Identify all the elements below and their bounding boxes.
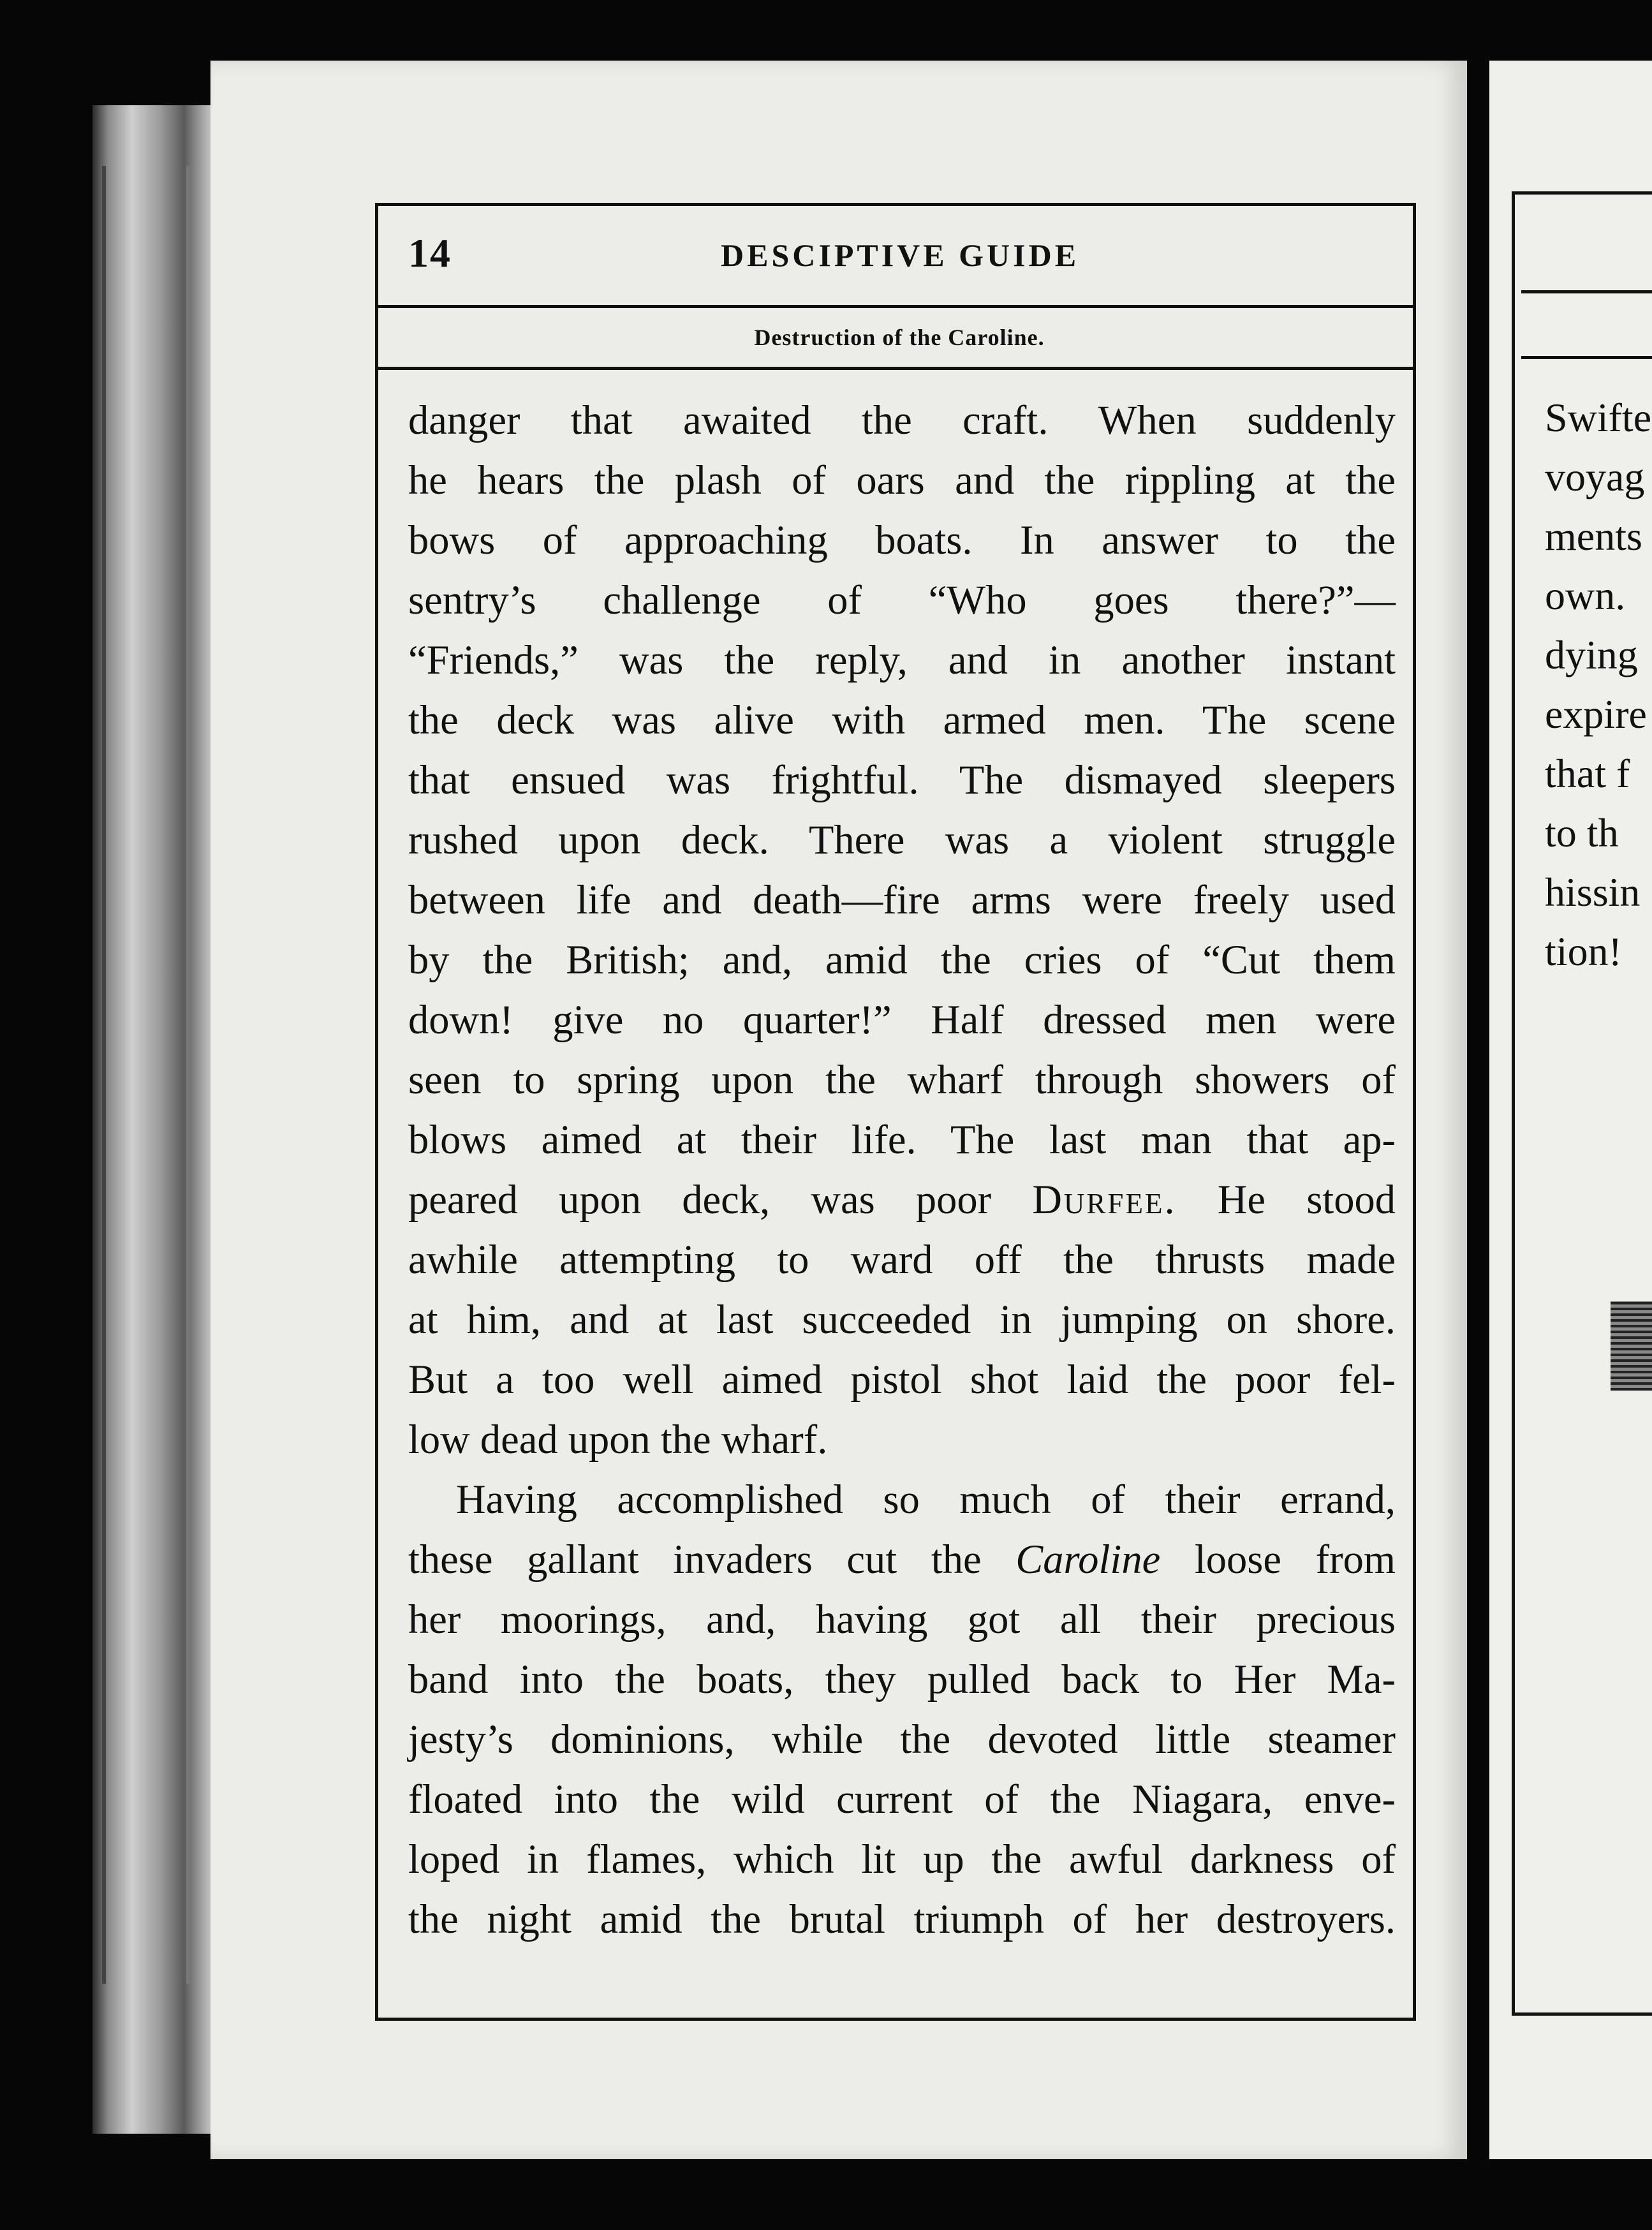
text-fragment: peared upon deck, was poor bbox=[408, 1177, 1033, 1222]
engraving-fragment bbox=[1611, 1301, 1652, 1391]
text-line: at him, and at last succeeded in jumping on shore. bbox=[408, 1297, 1396, 1342]
text-line: loped in flames, which lit up the awful darkness of bbox=[408, 1836, 1396, 1882]
text-fragment: to th bbox=[1545, 810, 1619, 855]
text-fragment: tion! bbox=[1545, 929, 1622, 974]
text-line: band into the boats, they pulled back to Her Ma- bbox=[408, 1657, 1396, 1702]
text-fragment: loose from bbox=[1160, 1537, 1396, 1582]
text-line: jesty’s dominions, while the devoted little steamer bbox=[408, 1717, 1396, 1762]
text-line: the deck was alive with armed men. The scene bbox=[408, 697, 1396, 742]
text-line: down! give no quarter!” Half dressed men were bbox=[408, 997, 1396, 1042]
text-line: floated into the wild current of the Niagara, enve- bbox=[408, 1776, 1396, 1822]
spine-edge-line bbox=[102, 166, 106, 1984]
text-fragment: dying bbox=[1545, 632, 1638, 677]
text-fragment: hissin bbox=[1545, 869, 1641, 915]
spine-edge-line bbox=[186, 166, 190, 1984]
text-line: low dead upon the wharf. bbox=[408, 1417, 828, 1462]
text-line: that ensued was frightful. The dismayed sleepers bbox=[408, 757, 1396, 802]
subheading-rule bbox=[375, 367, 1416, 370]
body-text bbox=[408, 390, 1396, 1949]
text-fragment: He stood bbox=[1176, 1177, 1396, 1222]
text-line: by the British; and, amid the cries of “Cut them bbox=[408, 937, 1396, 982]
page-number: 14 bbox=[408, 230, 452, 276]
facing-page-subheading-rule bbox=[1521, 356, 1652, 359]
text-line: the night amid the brutal triumph of her destroyers. bbox=[408, 1896, 1396, 1942]
section-subheading: Destruction of the Caroline. bbox=[754, 325, 1045, 350]
header-rule bbox=[375, 305, 1416, 308]
text-fragment: Swifte bbox=[1545, 395, 1652, 440]
text-line: sentry’s challenge of “Who goes there?”— bbox=[408, 577, 1396, 623]
person-name: Durfee. bbox=[1032, 1177, 1177, 1222]
text-line: seen to spring upon the wharf through showers of bbox=[408, 1057, 1396, 1102]
text-fragment: ments bbox=[1545, 513, 1642, 559]
running-title: DESCIPTIVE GUIDE bbox=[721, 237, 1080, 273]
text-line: between life and death—fire arms were freely used bbox=[408, 877, 1396, 922]
text-line: “Friends,” was the reply, and in another instant bbox=[408, 637, 1396, 683]
ship-name: Caroline bbox=[1015, 1537, 1161, 1582]
text-line: rushed upon deck. There was a violent struggle bbox=[408, 817, 1396, 862]
facing-page-header-rule bbox=[1521, 290, 1652, 293]
text-fragment: own. bbox=[1545, 573, 1626, 618]
text-line: Having accomplished so much of their errand, bbox=[456, 1477, 1396, 1522]
text-fragment: that f bbox=[1545, 751, 1630, 796]
text-fragment: expire bbox=[1545, 691, 1647, 737]
text-line: danger that awaited the craft. When suddenly bbox=[408, 397, 1396, 443]
book-spine bbox=[92, 105, 223, 2134]
text-line: bows of approaching boats. In answer to the bbox=[408, 517, 1396, 563]
text-fragment: these gallant invaders cut the bbox=[408, 1537, 1016, 1582]
text-line: But a too well aimed pistol shot laid the poor fel- bbox=[408, 1357, 1396, 1402]
text-line: he hears the plash of oars and the rippling at the bbox=[408, 457, 1396, 503]
text-line: awhile attempting to ward off the thrusts made bbox=[408, 1237, 1396, 1282]
text-line bbox=[408, 1170, 1396, 1230]
facing-page-text bbox=[1545, 388, 1651, 981]
page-header bbox=[408, 226, 1390, 284]
text-line: blows aimed at their life. The last man that ap- bbox=[408, 1117, 1396, 1162]
text-line: her moorings, and, having got all their precious bbox=[408, 1597, 1396, 1642]
text-line bbox=[408, 1530, 1396, 1590]
text-fragment: voyag bbox=[1545, 454, 1645, 499]
